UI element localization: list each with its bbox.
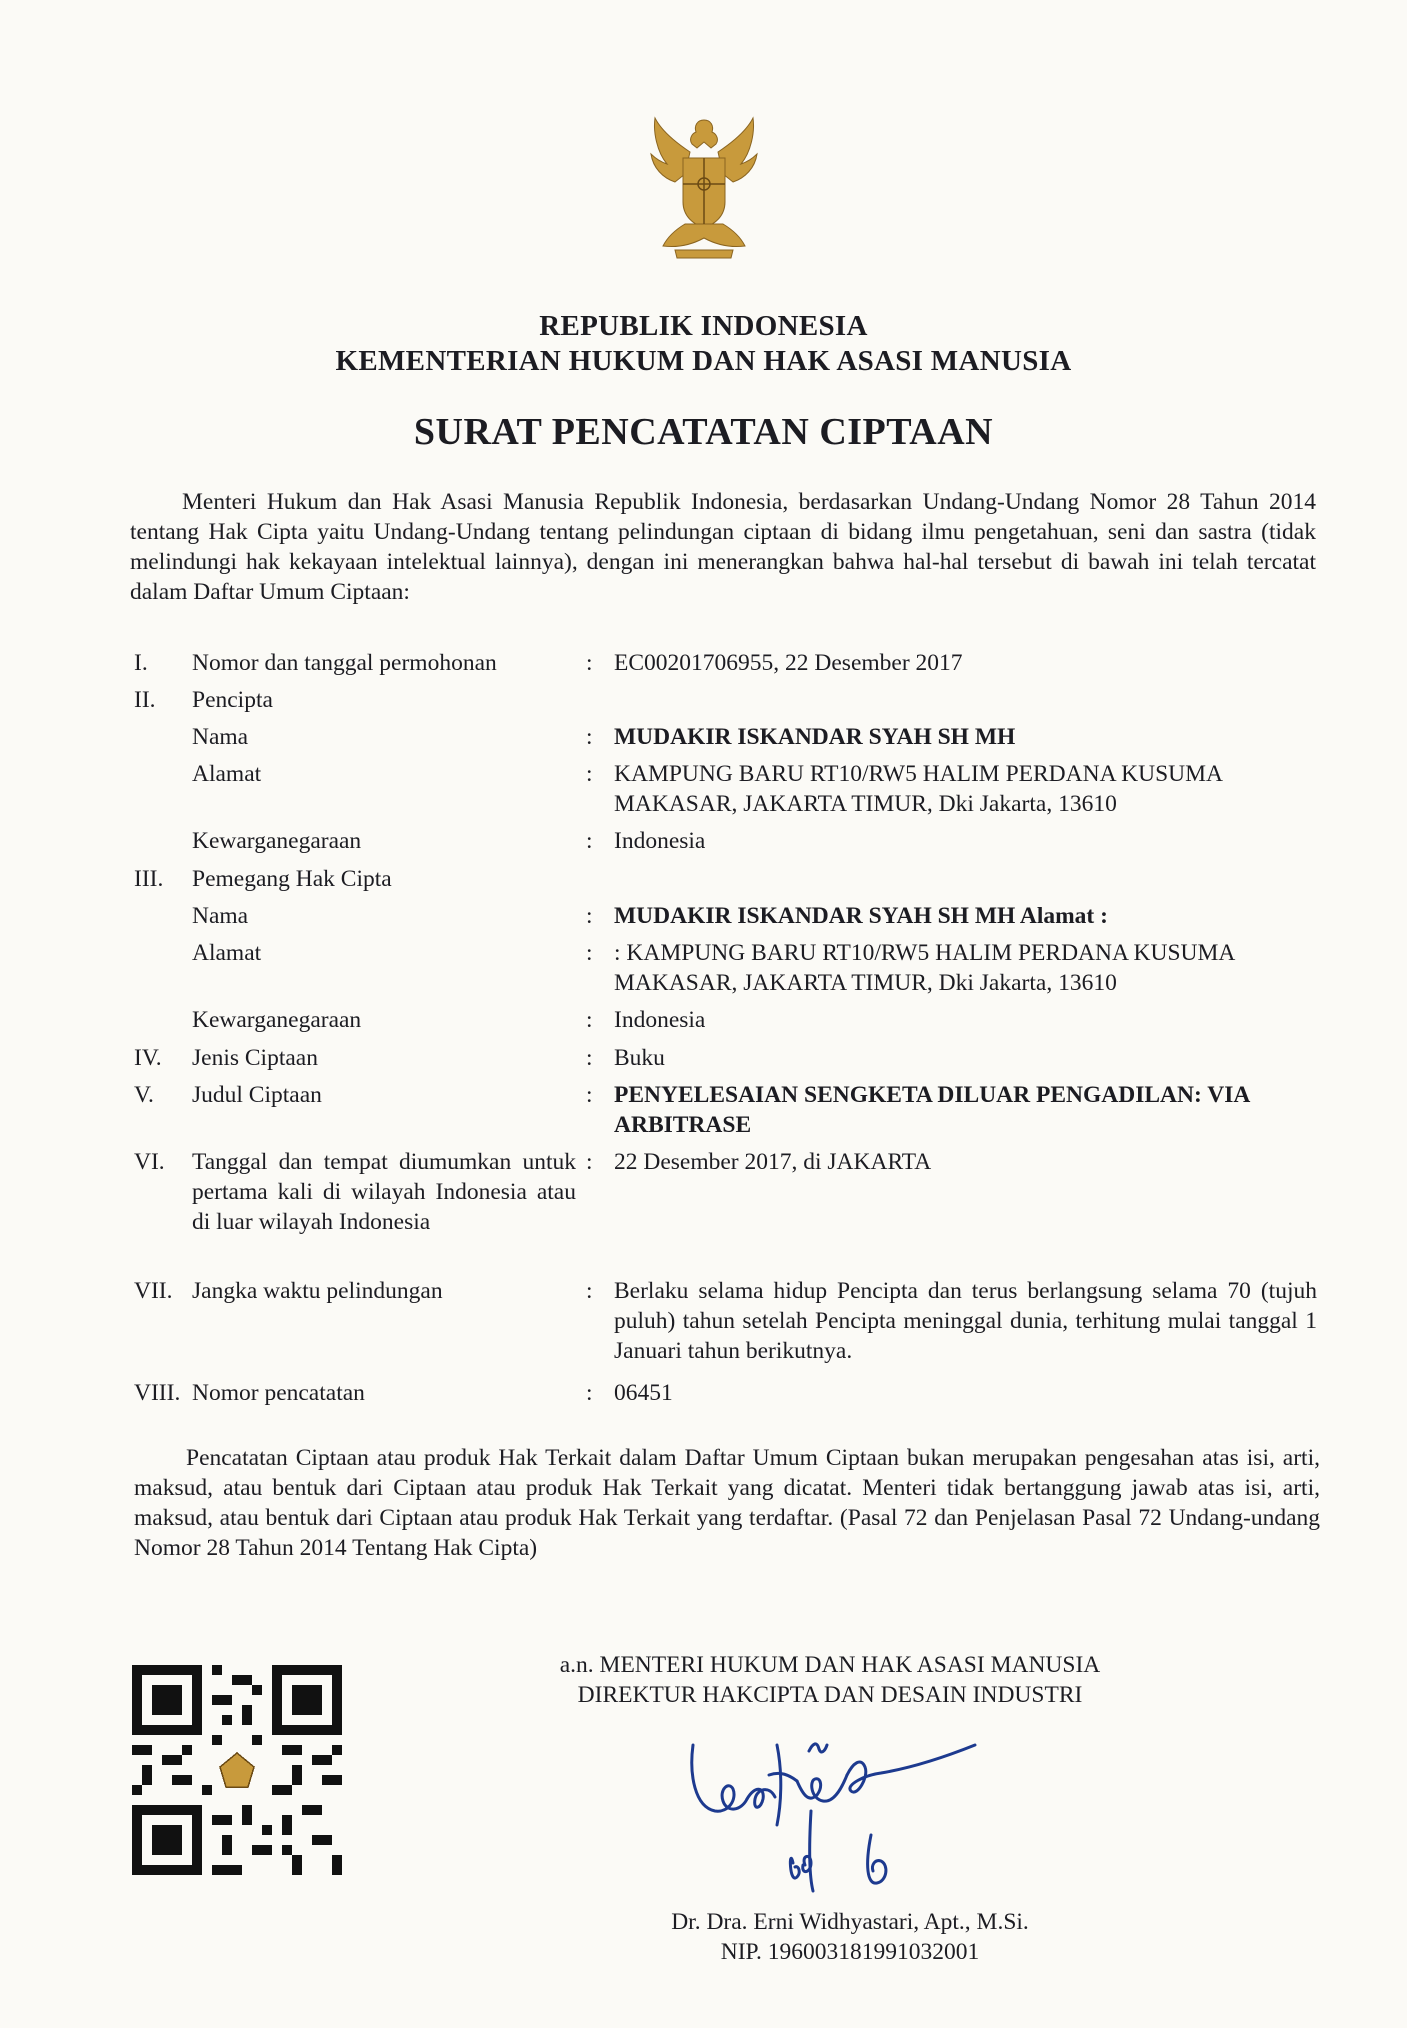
colon: : — [586, 940, 593, 966]
handwritten-signature-icon — [685, 1715, 1015, 1895]
row-number: III. — [134, 866, 164, 892]
row-number: VIII. — [134, 1380, 181, 1406]
row-label: Alamat — [192, 761, 262, 787]
row-label: Kewarganegaraan — [192, 828, 362, 854]
row-label: Judul Ciptaan — [192, 1082, 322, 1108]
row-number: V. — [134, 1082, 154, 1108]
row-number: IV. — [134, 1045, 162, 1071]
colon: : — [586, 1082, 593, 1108]
row-label: Jenis Ciptaan — [192, 1045, 318, 1071]
signature-on-behalf: a.n. MENTERI HUKUM DAN HAK ASASI MANUSIA — [559, 1652, 1101, 1678]
row-label: Nomor pencatatan — [192, 1380, 365, 1406]
colon: : — [586, 650, 593, 676]
row-label: Nama — [192, 903, 249, 929]
row-label: Pencipta — [192, 687, 273, 713]
row-label: Alamat — [192, 940, 262, 966]
signer-nip: NIP. 196003181991032001 — [720, 1939, 980, 1965]
closing-paragraph: Pencatatan Ciptaan atau produk Hak Terkait dalam Daftar Umum Ciptaan bukan merupakan pengesahan atas isi, arti, maksud, atau bentuk dari Ciptaan atau produk Hak Terkait yang dicatat. Menteri tidak bertanggung jawab atas isi, arti, maksud, atau bentuk dari Ciptaan atau produk Hak Terkait yang terdaftar. (Pasal 72 dan Penjelasan Pasal 72 Undang-undang Nomor 28 Tahun 2014 Tentang Hak Cipta) — [134, 1445, 1320, 1561]
row-value: 06451 — [614, 1380, 673, 1406]
row-number: VII. — [134, 1278, 173, 1304]
row-value: Berlaku selama hidup Pencipta dan terus berlangsung selama 70 (tujuh puluh) tahun setelah Pencipta meninggal dunia, terhitung mulai tanggal 1 Januari tahun berikutnya. — [614, 1278, 1317, 1364]
qr-code-icon — [132, 1665, 342, 1875]
row-number: II. — [134, 687, 156, 713]
signer-name: Dr. Dra. Erni Widhyastari, Apt., M.Si. — [671, 1909, 1029, 1935]
colon: : — [586, 828, 593, 854]
row-label: Tanggal dan tempat diumumkan untuk pertama kali di wilayah Indonesia atau di luar wilayah Indonesia — [192, 1149, 576, 1235]
row-label: Pemegang Hak Cipta — [192, 866, 392, 892]
colon: : — [586, 1149, 593, 1175]
header-country: REPUBLIK INDONESIA — [539, 310, 868, 342]
row-label: Nama — [192, 724, 249, 750]
colon: : — [586, 724, 593, 750]
row-value: MUDAKIR ISKANDAR SYAH SH MH — [614, 724, 1016, 750]
garuda-emblem-icon — [645, 112, 763, 262]
row-value: : KAMPUNG BARU RT10/RW5 HALIM PERDANA KUSUMA MAKASAR, JAKARTA TIMUR, Dki Jakarta, 13610 — [614, 940, 1235, 996]
colon: : — [586, 1278, 593, 1304]
row-value: Buku — [614, 1045, 665, 1071]
row-value: EC00201706955, 22 Desember 2017 — [614, 650, 963, 676]
row-number: VI. — [134, 1149, 165, 1175]
colon: : — [586, 1045, 593, 1071]
row-value: Indonesia — [614, 1007, 706, 1033]
signature-position: DIREKTUR HAKCIPTA DAN DESAIN INDUSTRI — [577, 1682, 1083, 1708]
document-title: SURAT PENCATATAN CIPTAAN — [413, 411, 994, 453]
row-value: PENYELESAIAN SENGKETA DILUAR PENGADILAN: VIA ARBITRASE — [614, 1082, 1250, 1138]
colon: : — [586, 1007, 593, 1033]
row-number: I. — [134, 650, 148, 676]
row-label: Nomor dan tanggal permohonan — [192, 650, 497, 676]
colon: : — [586, 1380, 593, 1406]
colon: : — [586, 903, 593, 929]
row-value: KAMPUNG BARU RT10/RW5 HALIM PERDANA KUSUMA MAKASAR, JAKARTA TIMUR, Dki Jakarta, 13610 — [614, 761, 1222, 817]
row-label: Jangka waktu pelindungan — [192, 1278, 443, 1304]
intro-paragraph: Menteri Hukum dan Hak Asasi Manusia Republik Indonesia, berdasarkan Undang-Undang Nomor 28 Tahun 2014 tentang Hak Cipta yaitu Undang-Undang tentang pelindungan ciptaan di bidang ilmu pengetahuan, seni dan sastra (tidak melindungi hak kekayaan intelektual lainnya), dengan ini menerangkan bahwa hal-hal tersebut di bawah ini telah tercatat dalam Daftar Umum Ciptaan: — [130, 489, 1316, 605]
row-value: Indonesia — [614, 828, 706, 854]
colon: : — [586, 761, 593, 787]
header-ministry: KEMENTERIAN HUKUM DAN HAK ASASI MANUSIA — [335, 345, 1072, 377]
row-label: Kewarganegaraan — [192, 1007, 362, 1033]
row-value: 22 Desember 2017, di JAKARTA — [614, 1149, 932, 1175]
row-value: MUDAKIR ISKANDAR SYAH SH MH Alamat : — [614, 903, 1108, 929]
